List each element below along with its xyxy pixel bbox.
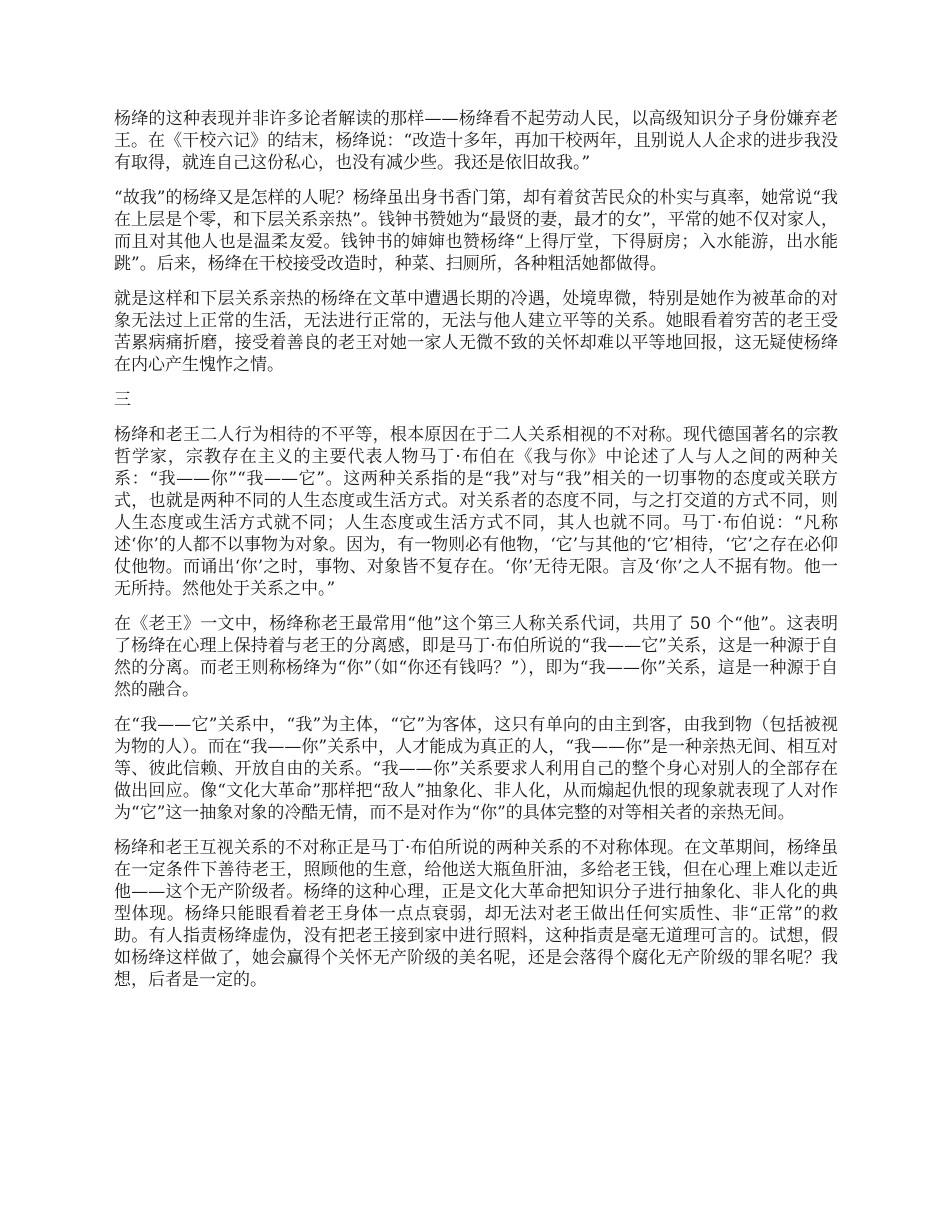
section-heading: 三 [114,390,131,410]
document-body [114,108,838,1004]
paragraph-1: 杨绛的这种表现并非许多论者解读的那样——杨绛看不起劳动人民，以高级知识分子身份嫌弃老王。在《干校六记》的结末，杨绛说：“改造十多年，再加干校两年，且别说人人企求的进步我没有取得，就连自己这份私心，也没有减少些。我还是依旧故我。” [114,109,838,173]
paragraph-6: 在“我——它”关系中，“我”为主体，“它”为客体，这只有单向的由主到客，由我到物（包括被视为物的人）。而在“我——你”关系中，人才能成为真正的人，“我——你”是一种亲热无间、相互对等、彼此信赖、开放自由的关系。“我——你”关系要求人利用自己的整个身心对别人的全部存在做出回应。像“文化大革命”那样把“敌人”抽象化、非人化，从而煽起仇恨的现象就表现了人对作为“它”这一抽象对象的冷酷无情，而不是对作为“你”的具体完整的对等相关者的亲热无间。 [114,715,838,823]
paragraph-3: 就是这样和下层关系亲热的杨绛在文革中遭遇长期的冷遇，处境卑微，特别是她作为被革命的对象无法过上正常的生活，无法进行正常的，无法与他人建立平等的关系。她眼看着穷苦的老王受苦累病痛折磨，接受着善良的老王对她一家人无微不致的关怀却难以平等地回报，这无疑使杨绛在内心产生愧怍之情。 [114,289,838,375]
paragraph-4: 杨绛和老王二人行为相待的不平等，根本原因在于二人关系相视的不对称。现代德国著名的宗教哲学家，宗教存在主义的主要代表人物马丁·布伯在《我与你》中论述了人与人之间的两种关系：“我——你”“我——它”。这两种关系指的是“我”对与“我”相关的一切事物的态度或关联方式，也就是两种不同的人生态度或生活方式。对关系者的态度不同，与之打交道的方式不同，则人生态度或生活方式就不同；人生态度或生活方式不同，其人也就不同。马丁·布伯说：“凡称述‘你’的人都不以事物为对象。因为，有一物则必有他物，‘它’与其他的‘它’相待，‘它’之存在必仰仗他物。而诵出‘你’之时，事物、对象皆不复存在。‘你’无待无限。言及‘你’之人不据有物。他一无所持。然他处于关系之中。” [114,425,838,599]
paragraph-5: 在《老王》一文中，杨绛称老王最常用“他”这个第三人称关系代词，共用了 50 个“他”。这表明了杨绛在心理上保持着与老王的分离感，即是马丁·布伯所说的“我——它”关系，这是一种源于自然的分离。而老王则称杨绛为“你”（如“你还有钱吗？”），即为“我——你”关系，這是一种源于自然的融合。 [114,614,838,700]
paragraph-7: 杨绛和老王互视关系的不对称正是马丁·布伯所说的两种关系的不对称体现。在文革期间，杨绛虽在一定条件下善待老王，照顾他的生意，给他送大瓶鱼肝油，多给老王钱，但在心理上难以走近他——这个无产阶级者。杨绛的这种心理，正是文化大革命把知识分子进行抽象化、非人化的典型体现。杨绛只能眼看着老王身体一点点衰弱，却无法对老王做出任何实质性、非“正常”的救助。有人指责杨绛虚伪，没有把老王接到家中进行照料，这种指责是毫无道理可言的。试想，假如杨绛这样做了，她会赢得个关怀无产阶级的美名呢，还是会落得个腐化无产阶级的罪名呢？我想，后者是一定的。 [114,838,838,990]
paragraph-2: “故我”的杨绛又是怎样的人呢？杨绛虽出身书香门第，却有着贫苦民众的朴实与真率，她常说“我在上层是个零，和下层关系亲热”。钱钟书赞她为“最贤的妻，最才的女”，平常的她不仅对家人，而且对其他人也是温柔友爱。钱钟书的婶婶也赞杨绛“上得厅堂，下得厨房；入水能游，出水能跳”。后来，杨绛在干校接受改造时，种菜、扫厕所，各种粗活她都做得。 [114,188,838,274]
